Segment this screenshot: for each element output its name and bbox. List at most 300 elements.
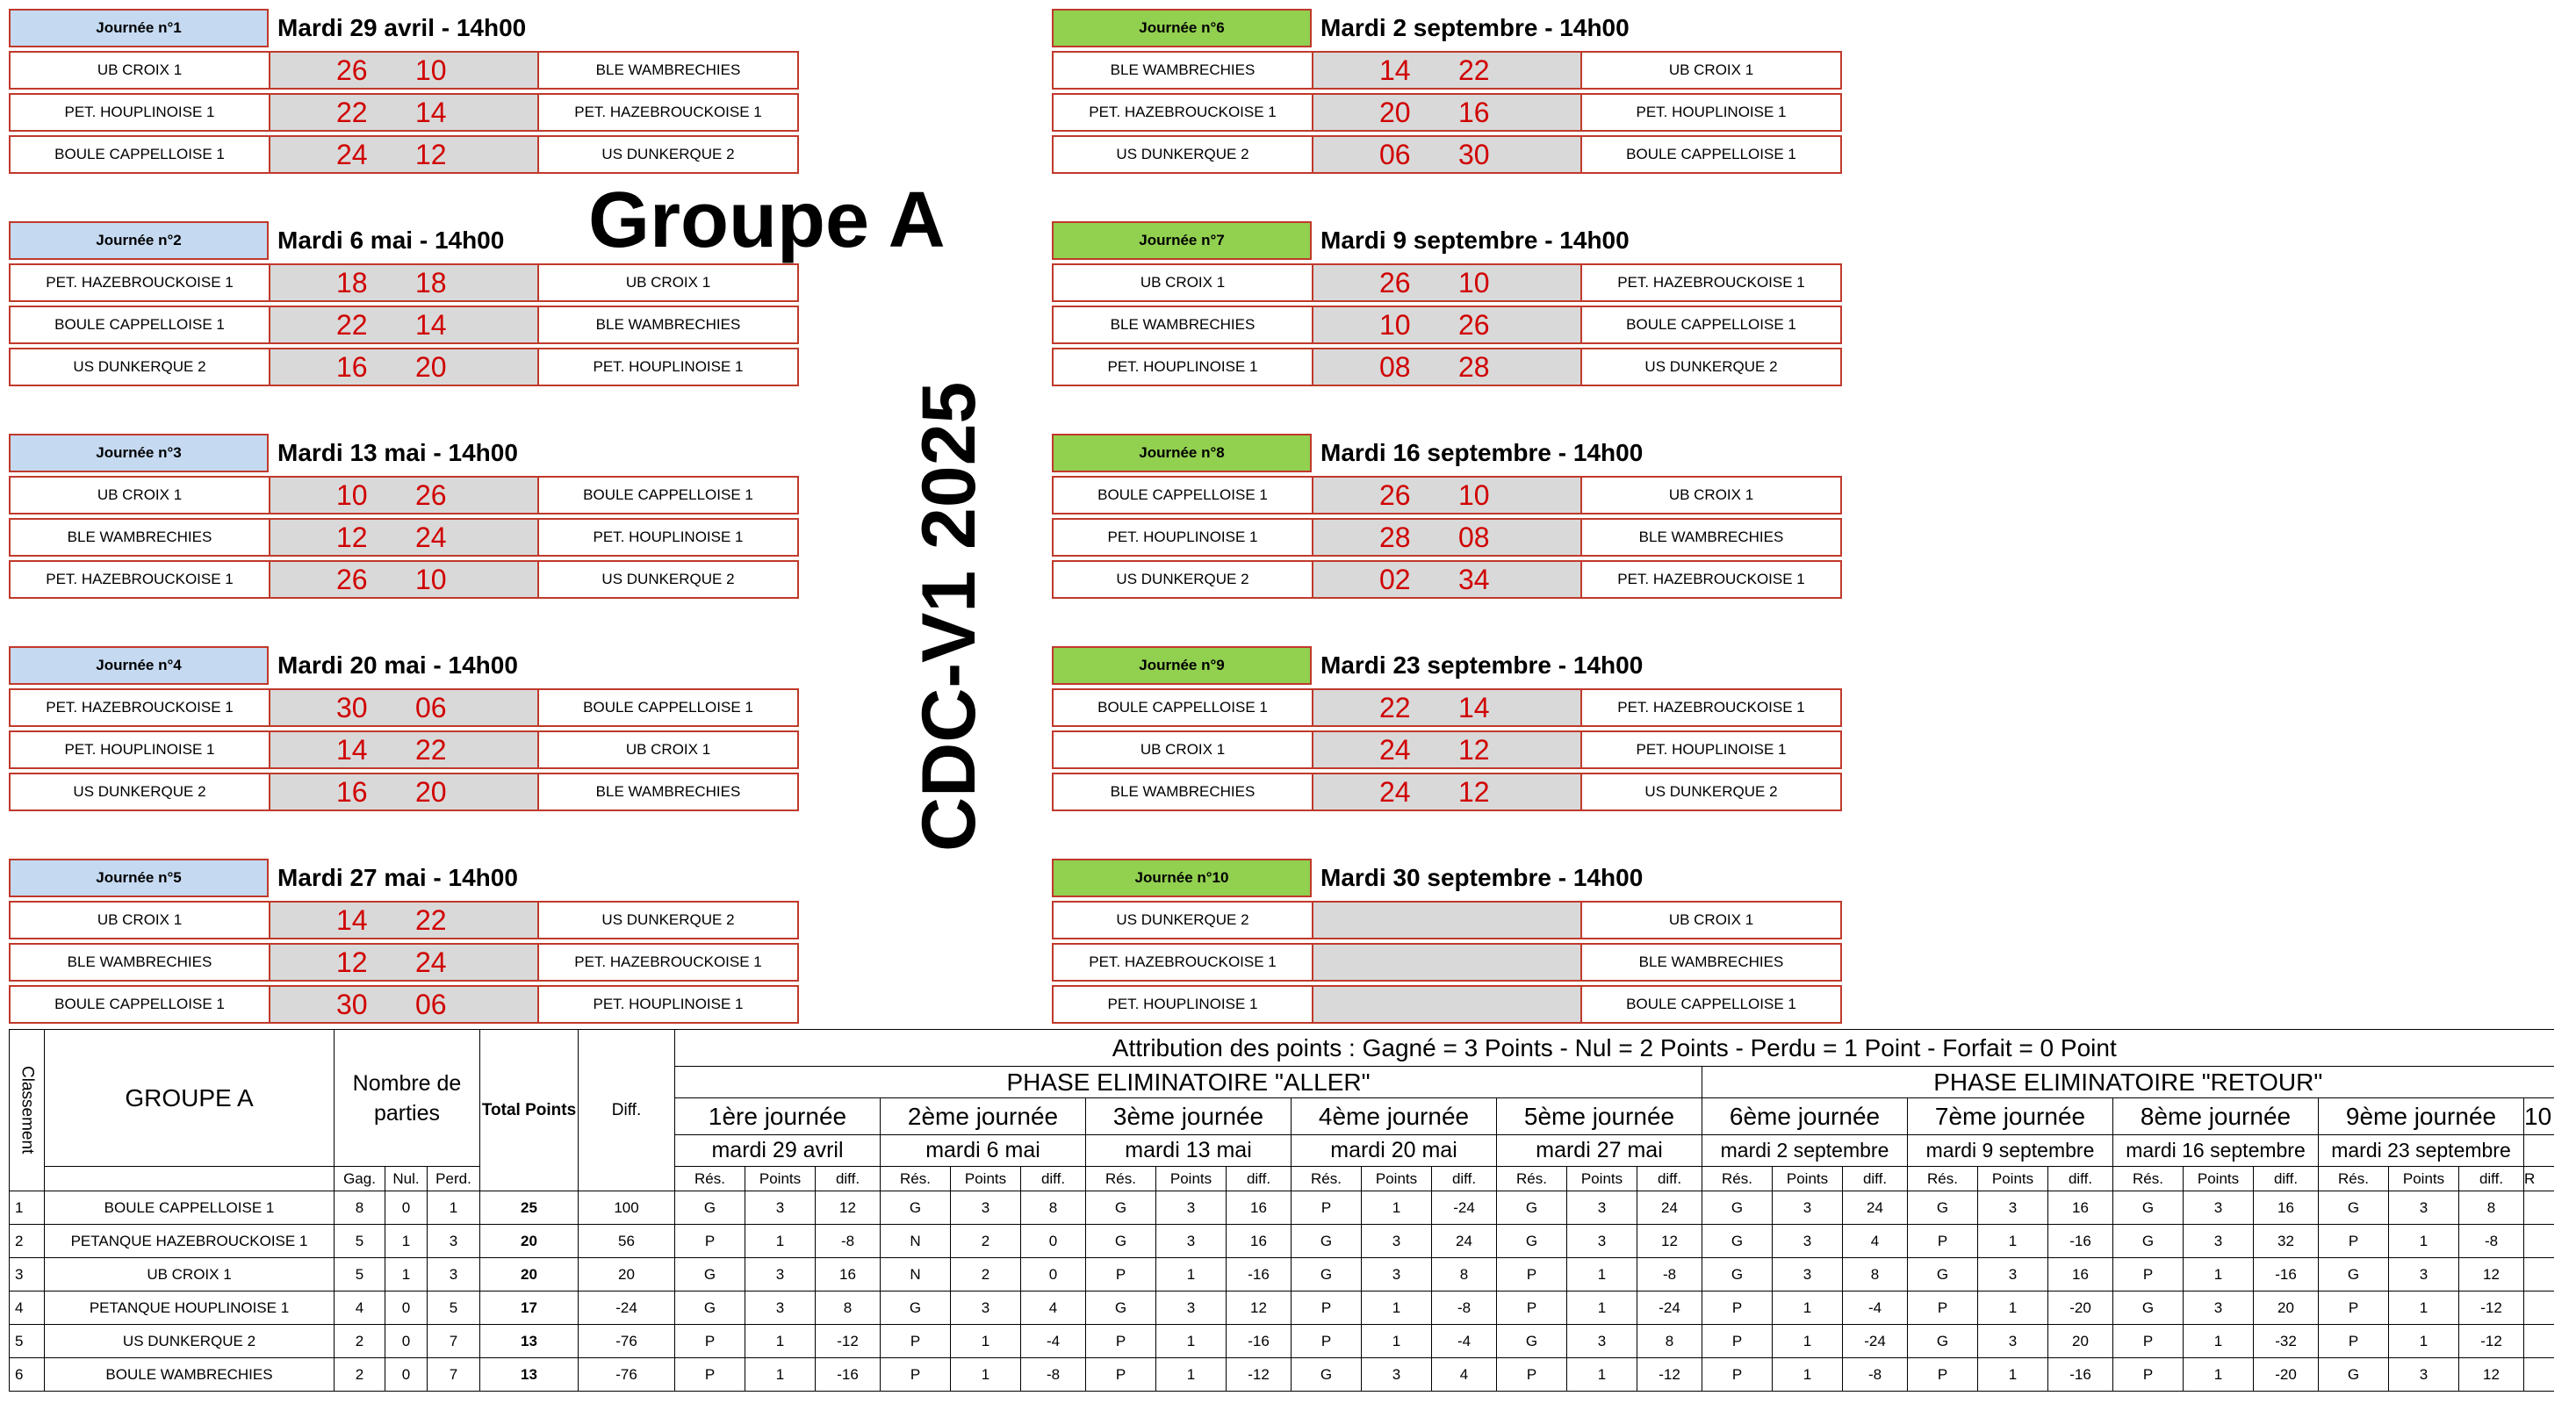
- total-points-cell: 13: [480, 1325, 579, 1358]
- match-row: [9, 306, 799, 344]
- match-diff-cell: 12: [1227, 1291, 1292, 1325]
- result-cell: P: [1908, 1225, 1978, 1258]
- score-cell: [1313, 943, 1580, 982]
- home-team: BOULE CAPPELLOISE 1: [1052, 476, 1313, 514]
- result-cell: G: [1497, 1325, 1567, 1358]
- points-attribution: Attribution des points : Gagné = 3 Points - Nul = 2 Points - Perdu = 1 Point - Forfait = 0 Point: [675, 1030, 2554, 1067]
- match-diff-cell: 16: [1227, 1191, 1292, 1225]
- points-cell: 3: [1362, 1258, 1432, 1291]
- home-score: 02: [1379, 564, 1411, 595]
- home-team: PET. HOUPLINOISE 1: [1052, 518, 1313, 557]
- points-cell: 3: [2184, 1191, 2254, 1225]
- away-score: 16: [1458, 97, 1490, 128]
- home-team: PET. HAZEBROUCKOISE 1: [9, 688, 270, 727]
- result-cell: P: [1497, 1358, 1567, 1392]
- match-diff-cell: 0: [1021, 1225, 1086, 1258]
- res-subheader: Rés.: [1702, 1167, 1773, 1191]
- points-cell: 1: [2184, 1358, 2254, 1392]
- home-score: 20: [1379, 97, 1411, 128]
- diff-subheader: diff.: [1227, 1167, 1292, 1191]
- score-cell: [1313, 306, 1580, 344]
- result-cell: G: [1908, 1325, 1978, 1358]
- match-diff-cell: 8: [1432, 1258, 1497, 1291]
- away-team: PET. HAZEBROUCKOISE 1: [1580, 263, 1842, 302]
- score-cell: [270, 93, 537, 132]
- points-cell: 1: [2184, 1258, 2254, 1291]
- points-subheader: Points: [1156, 1167, 1227, 1191]
- home-team: UB CROIX 1: [9, 51, 270, 90]
- match-row: [1052, 688, 1842, 727]
- diff-cell: -24: [579, 1291, 675, 1325]
- away-score: 06: [415, 989, 447, 1020]
- match-diff-cell: 16: [816, 1258, 881, 1291]
- journee-date: Mardi 20 mai - 14h00: [277, 651, 518, 679]
- score-cell: [270, 135, 537, 174]
- away-score: 12: [1458, 776, 1490, 808]
- match-row: [1052, 51, 1842, 90]
- away-team: BOULE CAPPELLOISE 1: [1580, 985, 1842, 1024]
- score-cell: [1313, 688, 1580, 727]
- standings-row: [10, 1291, 2554, 1325]
- result-cell: G: [1086, 1225, 1156, 1258]
- gag-cell: 4: [335, 1291, 385, 1325]
- res-subheader: Rés.: [1908, 1167, 1978, 1191]
- home-team: BOULE CAPPELLOISE 1: [1052, 688, 1313, 727]
- away-score: 24: [415, 946, 447, 978]
- match-diff-cell: -16: [816, 1358, 881, 1392]
- home-score: 12: [336, 946, 368, 978]
- result-cell: P: [1497, 1291, 1567, 1325]
- gag-cell: 5: [335, 1225, 385, 1258]
- result-cell: P: [2319, 1225, 2389, 1258]
- result-cell: G: [2113, 1225, 2184, 1258]
- away-score: 18: [415, 267, 447, 299]
- away-score: 10: [1458, 267, 1490, 299]
- result-cell: G: [1497, 1225, 1567, 1258]
- match-diff-cell: -8: [1432, 1291, 1497, 1325]
- diff-cell: 20: [579, 1258, 675, 1291]
- journee-date-header: mardi 23 septembre: [2319, 1135, 2524, 1167]
- nul-cell: 1: [385, 1225, 428, 1258]
- perd-subheader: Perd.: [428, 1167, 480, 1191]
- match-row: [9, 901, 799, 939]
- journee-date: Mardi 27 mai - 14h00: [277, 864, 518, 891]
- points-cell: 3: [745, 1258, 816, 1291]
- points-cell: 3: [1773, 1225, 1843, 1258]
- away-team: PET. HOUPLINOISE 1: [1580, 93, 1842, 132]
- points-cell: 1: [2184, 1325, 2254, 1358]
- home-team: UB CROIX 1: [9, 901, 270, 939]
- match-diff-cell: 20: [2254, 1291, 2319, 1325]
- away-score: 10: [415, 54, 447, 86]
- home-score: 10: [336, 479, 368, 511]
- match-diff-cell: 8: [1021, 1191, 1086, 1225]
- journee-date-header: mardi 20 mai: [1292, 1135, 1497, 1167]
- away-team: PET. HOUPLINOISE 1: [537, 348, 799, 386]
- match-diff-cell: 24: [1843, 1191, 1908, 1225]
- home-team: BLE WAMBRECHIES: [9, 518, 270, 557]
- home-team: US DUNKERQUE 2: [9, 773, 270, 811]
- journee-name-header: 7ème journée: [1908, 1098, 2113, 1135]
- team-name-cell: PETANQUE HOUPLINOISE 1: [45, 1291, 335, 1325]
- home-score: 14: [1379, 54, 1411, 86]
- journee-date: Mardi 23 septembre - 14h00: [1320, 651, 1644, 679]
- points-cell: 2: [951, 1258, 1021, 1291]
- journee-label: Journée n°9: [1052, 646, 1312, 685]
- standings-row: [10, 1358, 2554, 1392]
- res-subheader: Rés.: [1086, 1167, 1156, 1191]
- points-subheader: Points: [2184, 1167, 2254, 1191]
- diff-subheader: diff.: [816, 1167, 881, 1191]
- empty-cell: [2524, 1225, 2554, 1258]
- home-team: PET. HOUPLINOISE 1: [9, 730, 270, 769]
- match-row: [1052, 93, 1842, 132]
- points-cell: 1: [1978, 1225, 2048, 1258]
- journee-name-header: 6ème journée: [1702, 1098, 1908, 1135]
- journee-label: Journée n°5: [9, 859, 269, 897]
- score-cell: [1313, 93, 1580, 132]
- home-score: 16: [336, 351, 368, 383]
- points-cell: 1: [951, 1358, 1021, 1392]
- journee-label: Journée n°7: [1052, 221, 1312, 260]
- result-cell: G: [881, 1191, 951, 1225]
- standings-table: [9, 1029, 2554, 1392]
- team-name-cell: PETANQUE HAZEBROUCKOISE 1: [45, 1225, 335, 1258]
- away-score: 08: [1458, 522, 1490, 553]
- match-row: [1052, 348, 1842, 386]
- points-cell: 3: [745, 1291, 816, 1325]
- home-score: 26: [336, 564, 368, 595]
- home-score: 24: [1379, 776, 1411, 808]
- home-team: PET. HAZEBROUCKOISE 1: [1052, 943, 1313, 982]
- score-cell: [270, 773, 537, 811]
- away-score: 12: [1458, 734, 1490, 766]
- home-score: 12: [336, 522, 368, 553]
- diff-subheader: diff.: [1637, 1167, 1702, 1191]
- away-team: US DUNKERQUE 2: [1580, 773, 1842, 811]
- points-cell: 3: [1773, 1191, 1843, 1225]
- away-score: 20: [415, 776, 447, 808]
- rank-cell: 4: [10, 1291, 45, 1325]
- total-points-header: Total Points: [480, 1030, 579, 1191]
- home-score: 26: [336, 54, 368, 86]
- away-team: UB CROIX 1: [1580, 901, 1842, 939]
- journee-label: Journée n°2: [9, 221, 269, 260]
- result-cell: G: [675, 1291, 745, 1325]
- score-cell: [1313, 135, 1580, 174]
- score-cell: [1313, 560, 1580, 599]
- journee-label: Journée n°6: [1052, 9, 1312, 47]
- match-diff-cell: -12: [1637, 1358, 1702, 1392]
- journee-name-header: 5ème journée: [1497, 1098, 1702, 1135]
- home-team: PET. HAZEBROUCKOISE 1: [9, 263, 270, 302]
- away-team: BLE WAMBRECHIES: [1580, 943, 1842, 982]
- journee-label: Journée n°3: [9, 434, 269, 472]
- match-diff-cell: 4: [1843, 1225, 1908, 1258]
- home-team: BOULE CAPPELLOISE 1: [9, 135, 270, 174]
- score-cell: [1313, 773, 1580, 811]
- score-cell: [270, 688, 537, 727]
- away-team: UB CROIX 1: [537, 263, 799, 302]
- score-cell: [1313, 263, 1580, 302]
- points-cell: 3: [2184, 1225, 2254, 1258]
- gag-subheader: Gag.: [335, 1167, 385, 1191]
- result-cell: G: [881, 1291, 951, 1325]
- match-diff-cell: 8: [816, 1291, 881, 1325]
- journee-name-header: 10: [2524, 1098, 2554, 1135]
- gag-cell: 2: [335, 1325, 385, 1358]
- nul-cell: 0: [385, 1325, 428, 1358]
- score-cell: [1313, 518, 1580, 557]
- points-cell: 3: [1156, 1225, 1227, 1258]
- phase-retour-header: PHASE ELIMINATOIRE "RETOUR": [1702, 1067, 2554, 1098]
- away-score: 26: [415, 479, 447, 511]
- points-cell: 1: [1156, 1325, 1227, 1358]
- match-row: [1052, 943, 1842, 982]
- away-score: 20: [415, 351, 447, 383]
- journee-name-header: 3ème journée: [1086, 1098, 1292, 1135]
- away-team: UB CROIX 1: [1580, 476, 1842, 514]
- result-cell: P: [2113, 1358, 2184, 1392]
- nul-cell: 0: [385, 1191, 428, 1225]
- away-team: BOULE CAPPELLOISE 1: [1580, 135, 1842, 174]
- group-header-spacer: [45, 1167, 335, 1191]
- points-cell: 1: [1978, 1358, 2048, 1392]
- diff-header: Diff.: [579, 1030, 675, 1191]
- res-subheader: Rés.: [2113, 1167, 2184, 1191]
- away-team: US DUNKERQUE 2: [537, 135, 799, 174]
- journee-label: Journée n°8: [1052, 434, 1312, 472]
- standings-row: [10, 1325, 2554, 1358]
- score-cell: [270, 348, 537, 386]
- match-diff-cell: -16: [1227, 1258, 1292, 1291]
- score-cell: [270, 560, 537, 599]
- match-row: [9, 518, 799, 557]
- away-team: BLE WAMBRECHIES: [537, 51, 799, 90]
- journee-date: Mardi 6 mai - 14h00: [277, 227, 505, 254]
- diff-subheader: diff.: [2048, 1167, 2113, 1191]
- nul-cell: 0: [385, 1291, 428, 1325]
- gag-cell: 5: [335, 1258, 385, 1291]
- journee-date-header: [2524, 1135, 2554, 1167]
- result-cell: P: [1086, 1358, 1156, 1392]
- result-cell: P: [2319, 1325, 2389, 1358]
- match-row: [9, 688, 799, 727]
- standings-row: [10, 1225, 2554, 1258]
- home-score: 14: [336, 734, 368, 766]
- parties-header: Nombre de parties: [335, 1030, 480, 1167]
- points-cell: 1: [1156, 1358, 1227, 1392]
- journee-date-header: mardi 16 septembre: [2113, 1135, 2319, 1167]
- result-cell: P: [1086, 1258, 1156, 1291]
- diff-cell: -76: [579, 1358, 675, 1392]
- result-cell: P: [2113, 1258, 2184, 1291]
- match-diff-cell: -16: [2048, 1225, 2113, 1258]
- away-score: 06: [415, 692, 447, 723]
- journee-label: Journée n°1: [9, 9, 269, 47]
- score-cell: [1313, 730, 1580, 769]
- journee-name-header: 8ème journée: [2113, 1098, 2319, 1135]
- match-row: [9, 730, 799, 769]
- points-cell: 3: [2389, 1358, 2459, 1392]
- home-score: 10: [1379, 309, 1411, 341]
- home-team: BLE WAMBRECHIES: [9, 943, 270, 982]
- match-diff-cell: -32: [2254, 1325, 2319, 1358]
- points-cell: 1: [2389, 1225, 2459, 1258]
- match-diff-cell: 20: [2048, 1325, 2113, 1358]
- home-score: 30: [336, 692, 368, 723]
- empty-cell: [2524, 1258, 2554, 1291]
- home-team: PET. HOUPLINOISE 1: [9, 93, 270, 132]
- home-team: US DUNKERQUE 2: [1052, 901, 1313, 939]
- points-cell: 2: [951, 1225, 1021, 1258]
- match-diff-cell: -12: [2459, 1291, 2524, 1325]
- match-diff-cell: -12: [2459, 1325, 2524, 1358]
- rank-cell: 6: [10, 1358, 45, 1392]
- result-cell: P: [881, 1325, 951, 1358]
- match-diff-cell: -8: [816, 1225, 881, 1258]
- diff-subheader: diff.: [2254, 1167, 2319, 1191]
- total-points-cell: 20: [480, 1225, 579, 1258]
- journee-label: Journée n°10: [1052, 859, 1312, 897]
- home-team: BOULE CAPPELLOISE 1: [9, 306, 270, 344]
- match-block: [1052, 9, 1842, 176]
- away-team: PET. HAZEBROUCKOISE 1: [537, 93, 799, 132]
- team-name-cell: US DUNKERQUE 2: [45, 1325, 335, 1358]
- score-cell: [270, 51, 537, 90]
- match-diff-cell: -8: [1021, 1358, 1086, 1392]
- points-cell: 1: [1362, 1325, 1432, 1358]
- points-cell: 3: [1978, 1191, 2048, 1225]
- points-cell: 1: [1362, 1191, 1432, 1225]
- match-row: [9, 348, 799, 386]
- home-team: US DUNKERQUE 2: [9, 348, 270, 386]
- match-row: [9, 93, 799, 132]
- away-score: 26: [1458, 309, 1490, 341]
- match-diff-cell: -12: [816, 1325, 881, 1358]
- result-cell: G: [2319, 1358, 2389, 1392]
- result-cell: P: [1292, 1325, 1362, 1358]
- result-cell: P: [881, 1358, 951, 1392]
- match-row: [1052, 985, 1842, 1024]
- score-cell: [270, 901, 537, 939]
- points-cell: 3: [2389, 1258, 2459, 1291]
- match-diff-cell: 12: [816, 1191, 881, 1225]
- points-cell: 3: [745, 1191, 816, 1225]
- match-row: [1052, 730, 1842, 769]
- result-cell: G: [1497, 1191, 1567, 1225]
- away-score: 22: [415, 904, 447, 936]
- result-cell: P: [1292, 1191, 1362, 1225]
- score-cell: [270, 943, 537, 982]
- match-diff-cell: 16: [2254, 1191, 2319, 1225]
- nul-cell: 1: [385, 1258, 428, 1291]
- home-score: 22: [336, 97, 368, 128]
- points-cell: 1: [745, 1225, 816, 1258]
- points-cell: 3: [951, 1291, 1021, 1325]
- match-row: [1052, 560, 1842, 599]
- rank-cell: 3: [10, 1258, 45, 1291]
- home-team: BLE WAMBRECHIES: [1052, 773, 1313, 811]
- points-subheader: Points: [1567, 1167, 1637, 1191]
- points-cell: 1: [1773, 1358, 1843, 1392]
- classement-header: Classement: [10, 1030, 45, 1191]
- match-diff-cell: -24: [1843, 1325, 1908, 1358]
- rank-cell: 5: [10, 1325, 45, 1358]
- match-diff-cell: -16: [2048, 1358, 2113, 1392]
- total-points-cell: 17: [480, 1291, 579, 1325]
- match-block: [1052, 221, 1842, 388]
- nul-subheader: Nul.: [385, 1167, 428, 1191]
- points-cell: 3: [2184, 1291, 2254, 1325]
- result-cell: P: [675, 1225, 745, 1258]
- match-diff-cell: 8: [1637, 1325, 1702, 1358]
- result-cell: N: [881, 1258, 951, 1291]
- team-name-cell: BOULE WAMBRECHIES: [45, 1358, 335, 1392]
- res-subheader: Rés.: [1292, 1167, 1362, 1191]
- journee-name-header: 1ère journée: [675, 1098, 881, 1135]
- match-row: [9, 263, 799, 302]
- journee-date-header: mardi 2 septembre: [1702, 1135, 1908, 1167]
- points-cell: 3: [1567, 1325, 1637, 1358]
- journee-date: Mardi 29 avril - 14h00: [277, 14, 527, 41]
- perd-cell: 1: [428, 1191, 480, 1225]
- result-cell: G: [675, 1258, 745, 1291]
- points-cell: 3: [1362, 1358, 1432, 1392]
- match-block: [9, 9, 799, 176]
- match-diff-cell: 4: [1432, 1358, 1497, 1392]
- match-diff-cell: 8: [2459, 1191, 2524, 1225]
- result-cell: P: [675, 1358, 745, 1392]
- result-cell: G: [2113, 1291, 2184, 1325]
- away-team: US DUNKERQUE 2: [537, 901, 799, 939]
- away-team: PET. HOUPLINOISE 1: [537, 518, 799, 557]
- match-row: [9, 135, 799, 174]
- home-team: PET. HOUPLINOISE 1: [1052, 985, 1313, 1024]
- diff-cell: 56: [579, 1225, 675, 1258]
- home-score: 22: [1379, 692, 1411, 723]
- home-score: 28: [1379, 522, 1411, 553]
- away-team: BOULE CAPPELLOISE 1: [537, 476, 799, 514]
- points-subheader: Points: [745, 1167, 816, 1191]
- result-cell: G: [1908, 1191, 1978, 1225]
- points-subheader: Points: [1773, 1167, 1843, 1191]
- points-cell: 1: [1567, 1258, 1637, 1291]
- rank-cell: 1: [10, 1191, 45, 1225]
- competition-title-vertical: CDC-V1 2025: [907, 381, 991, 852]
- away-team: PET. HAZEBROUCKOISE 1: [537, 943, 799, 982]
- match-row: [1052, 518, 1842, 557]
- away-team: PET. HOUPLINOISE 1: [537, 985, 799, 1024]
- match-diff-cell: 16: [1227, 1225, 1292, 1258]
- journee-date: Mardi 2 septembre - 14h00: [1320, 14, 1630, 41]
- result-cell: G: [1292, 1225, 1362, 1258]
- points-subheader: Points: [1978, 1167, 2048, 1191]
- total-points-cell: 25: [480, 1191, 579, 1225]
- perd-cell: 7: [428, 1325, 480, 1358]
- match-block: [9, 434, 799, 601]
- away-score: 14: [415, 97, 447, 128]
- match-diff-cell: -8: [1843, 1358, 1908, 1392]
- match-diff-cell: -8: [1637, 1258, 1702, 1291]
- match-row: [9, 773, 799, 811]
- points-cell: 1: [1567, 1291, 1637, 1325]
- away-score: 14: [415, 309, 447, 341]
- points-cell: 1: [745, 1325, 816, 1358]
- away-team: US DUNKERQUE 2: [537, 560, 799, 599]
- home-score: 14: [336, 904, 368, 936]
- score-cell: [1313, 51, 1580, 90]
